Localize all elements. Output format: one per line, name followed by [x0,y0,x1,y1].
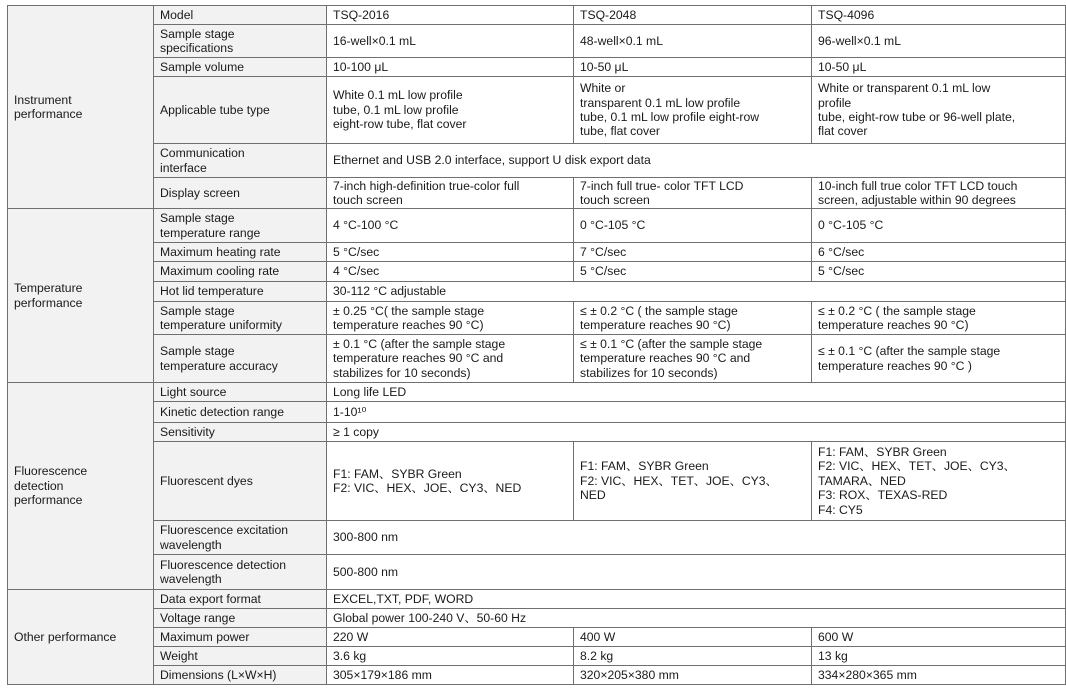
cell-value: F1: FAM、SYBR Green F2: VIC、HEX、JOE、CY3、NED [327,442,574,521]
param-name: Fluorescence excitation wavelength [154,521,327,555]
table-row [8,77,1066,144]
cell-value: Ethernet and USB 2.0 interface, support U disk export data [327,144,1066,178]
cell-value: F1: FAM、SYBR Green F2: VIC、HEX、TET、JOE、CY3、 NED [574,442,812,521]
param-name: Fluorescence detection wavelength [154,555,327,590]
cell-value: 320×205×380 mm [574,666,812,685]
cell-value: 5 °C/sec [574,262,812,282]
param-name: Voltage range [154,609,327,628]
table-row [8,628,1066,647]
table-row [8,555,1066,590]
cell-value: White 0.1 mL low profile tube, 0.1 mL low profile eight-row tube, flat cover [327,77,574,144]
param-name: Sample stage temperature accuracy [154,335,327,383]
cell-value: ≤ ± 0.2 °C ( the sample stage temperature reaches 90 °C) [812,302,1066,335]
cell-value: Long life LED [327,383,1066,402]
cell-value: 96-well×0.1 mL [812,25,1066,58]
cell-value: 305×179×186 mm [327,666,574,685]
param-name: Model [154,6,327,25]
table-row [8,666,1066,685]
param-name: Sensitivity [154,423,327,442]
param-name: Dimensions (L×W×H) [154,666,327,685]
cell-value: EXCEL,TXT, PDF, WORD [327,590,1066,609]
table-row [8,402,1066,423]
cell-value: 13 kg [812,647,1066,666]
param-name: Maximum power [154,628,327,647]
cell-value: 48-well×0.1 mL [574,25,812,58]
cell-value: 400 W [574,628,812,647]
cell-value: 300-800 nm [327,521,1066,555]
group-instrument: Instrument performance [8,6,154,209]
param-name: Hot lid temperature [154,282,327,302]
cell-value: 5 °C/sec [812,262,1066,282]
cell-value: 30-112 °C adjustable [327,282,1066,302]
cell-value: 334×280×365 mm [812,666,1066,685]
cell-value: 0 °C-105 °C [812,209,1066,243]
cell-value: 10-50 μL [812,58,1066,77]
param-name: Data export format [154,590,327,609]
param-name: Display screen [154,178,327,209]
table-row [8,590,1066,609]
param-name: Sample stage temperature range [154,209,327,243]
param-name: Sample stage temperature uniformity [154,302,327,335]
table-row [8,243,1066,262]
param-name: Weight [154,647,327,666]
table-row [8,383,1066,402]
cell-value: 6 °C/sec [812,243,1066,262]
param-name: Sample stage specifications [154,25,327,58]
cell-value: 16-well×0.1 mL [327,25,574,58]
cell-value: ≤ ± 0.2 °C ( the sample stage temperature reaches 90 °C) [574,302,812,335]
table-row [8,335,1066,383]
spec-table [7,5,1066,685]
cell-value: ± 0.25 °C( the sample stage temperature reaches 90 °C) [327,302,574,335]
table-row [8,609,1066,628]
cell-value: 7 °C/sec [574,243,812,262]
table-row [8,423,1066,442]
table-row [8,178,1066,209]
cell-value: 10-100 μL [327,58,574,77]
cell-value: 7-inch full true- color TFT LCD touch screen [574,178,812,209]
group-other: Other performance [8,590,154,685]
table-row [8,144,1066,178]
param-name: Maximum cooling rate [154,262,327,282]
cell-value: ≤ ± 0.1 °C (after the sample stage temperature reaches 90 °C and stabilizes for 10 seconds) [574,335,812,383]
cell-value: Global power 100-240 V、50-60 Hz [327,609,1066,628]
cell-value: ± 0.1 °C (after the sample stage temperature reaches 90 °C and stabilizes for 10 seconds) [327,335,574,383]
param-name: Fluorescent dyes [154,442,327,521]
table-row [8,262,1066,282]
group-fluorescence: Fluorescence detection performance [8,383,154,590]
table-row [8,282,1066,302]
table-row [8,6,1066,25]
table-row [8,302,1066,335]
cell-value: 10-50 μL [574,58,812,77]
group-temperature: Temperature performance [8,209,154,383]
cell-value: TSQ-2016 [327,6,574,25]
cell-value: TSQ-4096 [812,6,1066,25]
param-name: Kinetic detection range [154,402,327,423]
cell-value: ≤ ± 0.1 °C (after the sample stage temperature reaches 90 °C ) [812,335,1066,383]
cell-value: F1: FAM、SYBR Green F2: VIC、HEX、TET、JOE、CY3、 TAMARA、NED F3: ROX、TEXAS-RED F4: CY5 [812,442,1066,521]
cell-value: White or transparent 0.1 mL low profile tube, 0.1 mL low profile eight-row tube, flat cover [574,77,812,144]
table-row [8,442,1066,521]
cell-value: TSQ-2048 [574,6,812,25]
cell-value: 1-10¹⁰ [327,402,1066,423]
table-row [8,25,1066,58]
param-name: Applicable tube type [154,77,327,144]
cell-value: 220 W [327,628,574,647]
table-row [8,521,1066,555]
table-row [8,647,1066,666]
cell-value: 500-800 nm [327,555,1066,590]
cell-value: 4 °C/sec [327,262,574,282]
cell-value: 7-inch high-definition true-color full touch screen [327,178,574,209]
cell-value: 3.6 kg [327,647,574,666]
table-row [8,209,1066,243]
table-row [8,58,1066,77]
param-name: Light source [154,383,327,402]
cell-value: 600 W [812,628,1066,647]
cell-value: 8.2 kg [574,647,812,666]
cell-value: White or transparent 0.1 mL low profile tube, eight-row tube or 96-well plate, flat cover [812,77,1066,144]
param-name: Maximum heating rate [154,243,327,262]
cell-value: 0 °C-105 °C [574,209,812,243]
cell-value: 10-inch full true color TFT LCD touch screen, adjustable within 90 degrees [812,178,1066,209]
cell-value: 4 °C-100 °C [327,209,574,243]
cell-value: ≥ 1 copy [327,423,1066,442]
cell-value: 5 °C/sec [327,243,574,262]
param-name: Sample volume [154,58,327,77]
param-name: Communication interface [154,144,327,178]
